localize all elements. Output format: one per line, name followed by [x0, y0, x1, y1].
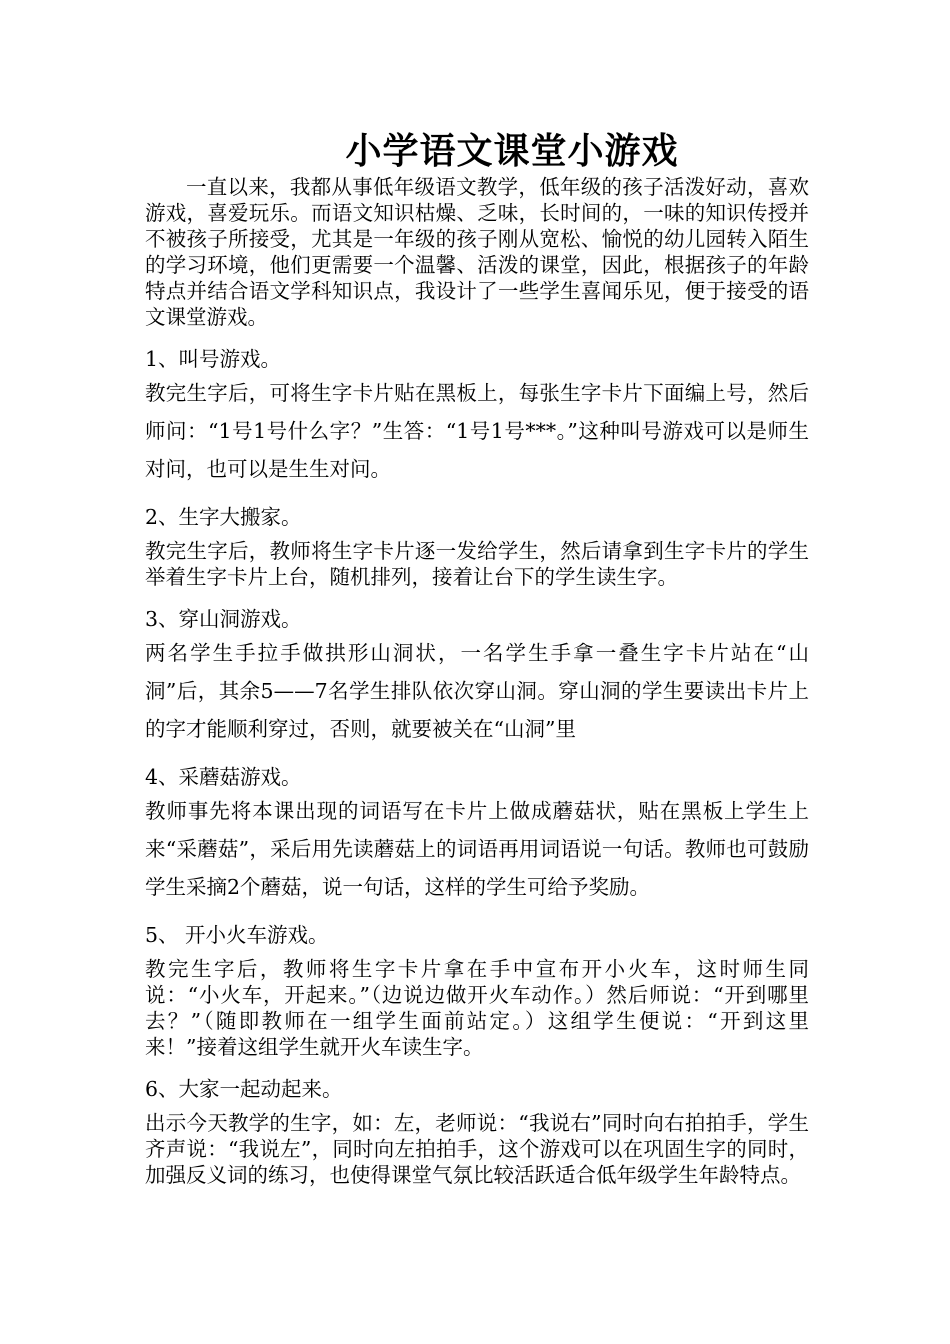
document-title: 小学语文课堂小游戏: [345, 130, 679, 172]
document-content: [145, 128, 809, 1188]
section-body-3: 两名学生手拉手做拱形山洞状，一名学生手拿一叠生字卡片站在“山洞”后，其余5——7名学生排队依次穿山洞。穿山洞的学生要读出卡片上的字才能顺利穿过，否则，就要被关在“山洞”里: [145, 641, 809, 741]
section-heading-4: 4、采蘑菇游戏。: [145, 765, 302, 789]
section-heading-1: 1、叫号游戏。: [145, 347, 282, 371]
section-heading-2: 2、生字大搬家。: [145, 505, 302, 529]
section-heading-6: 6、大家一起动起来。: [145, 1077, 343, 1101]
section-body-6: 出示今天教学的生字，如：左，老师说：“我说右”同时向右拍拍手，学生齐声说：“我说左”，同时向左拍拍手，这个游戏可以在巩固生字的同时，加强反义词的练习，也使得课堂气氛比较活跃适合低年级学生年龄特点。: [145, 1111, 809, 1187]
intro-paragraph: 一直以来，我都从事低年级语文教学，低年级的孩子活泼好动，喜欢游戏，喜爱玩乐。而语文知识枯燥、乏味，长时间的，一味的知识传授并不被孩子所接受，尤其是一年级的孩子刚从宽松、愉悦的幼儿园转入陌生的学习环境，他们更需要一个温馨、活泼的课堂，因此，根据孩子的年龄特点并结合语文学科知识点，我设计了一些学生喜闻乐见，便于接受的语文课堂游戏。: [145, 175, 809, 329]
section-body-1: 教完生字后，可将生字卡片贴在黑板上，每张生字卡片下面编上号，然后师问：“1号1号什么字？”生答：“1号1号***。”这种叫号游戏可以是师生对问，也可以是生生对问。: [145, 381, 809, 481]
section-body-2: 教完生字后，教师将生字卡片逐一发给学生，然后请拿到生字卡片的学生举着生字卡片上台，随机排列，接着让台下的学生读生字。: [145, 539, 809, 589]
section-heading-3: 3、穿山洞游戏。: [145, 607, 302, 631]
section-body-4: 教师事先将本课出现的词语写在卡片上做成蘑菇状，贴在黑板上学生上来“采蘑菇”，采后用先读蘑菇上的词语再用词语说一句话。教师也可鼓励学生采摘2个蘑菇，说一句话，这样的学生可给予奖励。: [145, 799, 809, 899]
section-heading-5: 5、 开小火车游戏。: [145, 923, 329, 947]
section-body-5: 教完生字后，教师将生字卡片拿在手中宣布开小火车，这时师生同说：“小火车，开起来。”（边说边做开火车动作。）然后师说：“开到哪里去？”（随即教师在一组学生面前站定。）这组学生便说：“开到这里来！”接着这组学生就开火车读生字。: [145, 957, 809, 1059]
